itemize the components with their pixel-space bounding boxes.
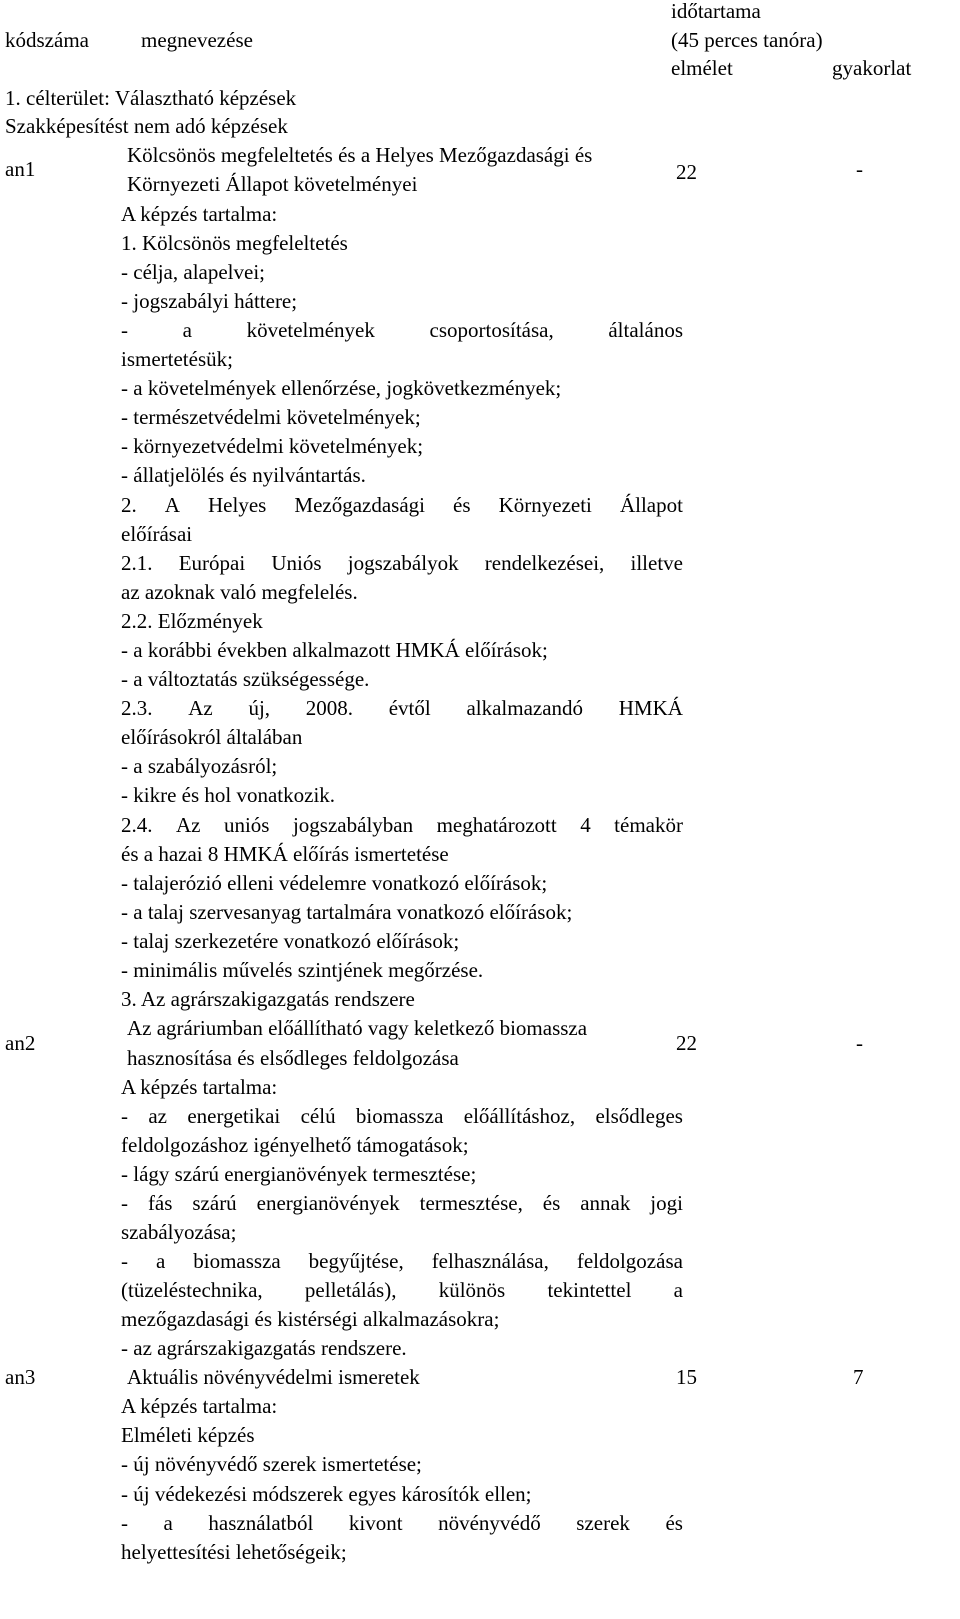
an1-line: - célja, alapelvei; — [121, 260, 265, 284]
an3-line: - a használatból kivont növényvédő szerek és — [121, 1511, 683, 1535]
header-name: megnevezése — [141, 28, 253, 52]
area-title: 1. célterület: Választható képzések — [5, 86, 297, 110]
an3-title: Aktuális növényvédelmi ismeretek — [127, 1365, 420, 1389]
an1-line: előírásai — [121, 522, 193, 546]
an1-line: - a változtatás szükségessége. — [121, 667, 370, 691]
an1-line: - minimális művelés szintjének megőrzése. — [121, 958, 484, 982]
an2-line: mezőgazdasági és kistérségi alkalmazásokra; — [121, 1307, 500, 1331]
an1-practice-hours: - — [856, 157, 863, 181]
an3-content-heading: A képzés tartalma: — [121, 1394, 278, 1418]
an2-line: - a biomassza begyűjtése, felhasználása, feldolgozása — [121, 1249, 683, 1273]
an1-line: - kikre és hol vonatkozik. — [121, 783, 336, 807]
an1-line: 2. A Helyes Mezőgazdasági és Környezeti Állapot — [121, 493, 683, 517]
an1-line: - a talaj szervesanyag tartalmára vonatkozó előírások; — [121, 900, 573, 924]
an1-line: - állatjelölés és nyilvántartás. — [121, 463, 366, 487]
an1-code: an1 — [5, 157, 36, 181]
an1-line: - a korábbi években alkalmazott HMKÁ előírások; — [121, 638, 548, 662]
an2-code: an2 — [5, 1031, 36, 1055]
an1-line: 2.3. Az új, 2008. évtől alkalmazandó HMKÁ — [121, 696, 683, 720]
an1-line: és a hazai 8 HMKÁ előírás ismertetése — [121, 842, 449, 866]
an1-line: előírásokról általában — [121, 725, 303, 749]
an2-line: (tüzeléstechnika, pelletálás), különös tekintettel a — [121, 1278, 683, 1302]
an3-line: Elméleti képzés — [121, 1423, 255, 1447]
an1-title-line2: Környezeti Állapot követelményei — [127, 172, 418, 196]
an1-line: 2.1. Európai Uniós jogszabályok rendelkezései, illetve — [121, 551, 683, 575]
an2-title-line2: hasznosítása és elsődleges feldolgozása — [127, 1046, 459, 1070]
header-duration: időtartama — [671, 0, 761, 23]
an2-theory-hours: 22 — [676, 1031, 697, 1055]
an2-title-line1: Az agráriumban előállítható vagy keletkező biomassza — [127, 1016, 588, 1040]
an1-line: 3. Az agrárszakigazgatás rendszere — [121, 987, 415, 1011]
an2-line: feldolgozáshoz igényelhető támogatások; — [121, 1133, 469, 1157]
an1-line: - talaj szerkezetére vonatkozó előírások; — [121, 929, 460, 953]
an1-theory-hours: 22 — [676, 160, 697, 184]
an2-content-heading: A képzés tartalma: — [121, 1075, 278, 1099]
an3-practice-hours: 7 — [853, 1365, 864, 1389]
area-subtitle: Szakképesítést nem adó képzések — [5, 114, 288, 138]
header-practice: gyakorlat — [832, 56, 912, 80]
an1-line: - talajerózió elleni védelemre vonatkozó előírások; — [121, 871, 548, 895]
an3-line: - új növényvédő szerek ismertetése; — [121, 1452, 422, 1476]
an2-line: - fás szárú energianövények termesztése, és annak jogi — [121, 1191, 683, 1215]
an1-title-line1: Kölcsönös megfeleltetés és a Helyes Mezőgazdasági és — [127, 143, 593, 167]
header-code: kódszáma — [5, 28, 89, 52]
an2-line: - az energetikai célú biomassza előállításhoz, elsődleges — [121, 1104, 683, 1128]
an1-line: az azoknak való megfelelés. — [121, 580, 358, 604]
header-duration-unit: (45 perces tanóra) — [671, 28, 823, 52]
an1-line: 2.4. Az uniós jogszabályban meghatározott 4 témakör — [121, 813, 683, 837]
an1-line: 1. Kölcsönös megfeleltetés — [121, 231, 348, 255]
an1-line: - a követelmények ellenőrzése, jogkövetkezmények; — [121, 376, 562, 400]
an1-content-heading: A képzés tartalma: — [121, 202, 278, 226]
an1-line: ismertetésük; — [121, 347, 233, 371]
an1-line: - a szabályozásról; — [121, 754, 278, 778]
an2-practice-hours: - — [856, 1031, 863, 1055]
an1-line: - jogszabályi háttere; — [121, 289, 298, 313]
an2-line: - az agrárszakigazgatás rendszere. — [121, 1336, 407, 1360]
header-theory: elmélet — [671, 56, 733, 80]
an1-line: - a követelmények csoportosítása, általános — [121, 318, 683, 342]
an3-line: - új védekezési módszerek egyes károsítók ellen; — [121, 1482, 532, 1506]
an2-line: szabályozása; — [121, 1220, 237, 1244]
an2-line: - lágy szárú energianövények termesztése; — [121, 1162, 477, 1186]
an1-line: - természetvédelmi követelmények; — [121, 405, 421, 429]
an1-line: 2.2. Előzmények — [121, 609, 263, 633]
an3-theory-hours: 15 — [676, 1365, 697, 1389]
an3-line: helyettesítési lehetőségeik; — [121, 1540, 347, 1564]
an1-line: - környezetvédelmi követelmények; — [121, 434, 424, 458]
an3-code: an3 — [5, 1365, 36, 1389]
